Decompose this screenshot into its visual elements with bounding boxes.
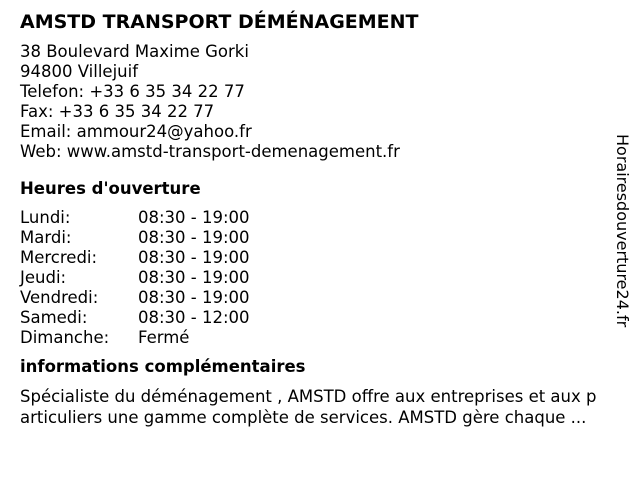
hours-time: 08:30 - 19:00 bbox=[138, 228, 250, 247]
hours-heading: Heures d'ouverture bbox=[20, 179, 201, 198]
hours-row-wednesday bbox=[20, 248, 630, 268]
hours-row-friday bbox=[20, 288, 630, 308]
info-text bbox=[20, 386, 630, 428]
hours-day: Lundi: bbox=[20, 208, 71, 227]
hours-day: Dimanche: bbox=[20, 328, 110, 347]
address-line-2: 94800 Villejuif bbox=[20, 62, 138, 81]
telephone: Telefon: +33 6 35 34 22 77 bbox=[20, 82, 245, 101]
hours-day: Mercredi: bbox=[20, 248, 98, 267]
info-heading: informations complémentaires bbox=[20, 357, 306, 376]
hours-time: Fermé bbox=[138, 328, 190, 347]
hours-row-thursday bbox=[20, 268, 630, 288]
fax: Fax: +33 6 35 34 22 77 bbox=[20, 102, 215, 121]
hours-row-monday bbox=[20, 208, 630, 228]
email: Email: ammour24@yahoo.fr bbox=[20, 122, 252, 141]
info-text-line-2: articuliers une gamme complète de services. AMSTD gère chaque ... bbox=[20, 408, 587, 427]
hours-row-tuesday bbox=[20, 228, 630, 248]
hours-time: 08:30 - 19:00 bbox=[138, 288, 250, 307]
hours-day: Samedi: bbox=[20, 308, 88, 327]
hours-table bbox=[20, 208, 630, 348]
hours-time: 08:30 - 12:00 bbox=[138, 308, 250, 327]
hours-time: 08:30 - 19:00 bbox=[138, 248, 250, 267]
hours-row-sunday bbox=[20, 328, 630, 348]
hours-day: Mardi: bbox=[20, 228, 72, 247]
website: Web: www.amstd-transport-demenagement.fr bbox=[20, 142, 400, 161]
hours-day: Jeudi: bbox=[20, 268, 67, 287]
hours-time: 08:30 - 19:00 bbox=[138, 208, 250, 227]
hours-day: Vendredi: bbox=[20, 288, 99, 307]
business-card bbox=[20, 10, 630, 428]
address-line-1: 38 Boulevard Maxime Gorki bbox=[20, 42, 249, 61]
info-text-line-1: Spécialiste du déménagement , AMSTD offre aux entreprises et aux p bbox=[20, 387, 597, 406]
business-name: AMSTD TRANSPORT DÉMÉNAGEMENT bbox=[20, 11, 419, 33]
hours-time: 08:30 - 19:00 bbox=[138, 268, 250, 287]
watermark-text: Horairesdouverture24.fr bbox=[613, 134, 632, 328]
hours-row-saturday bbox=[20, 308, 630, 328]
